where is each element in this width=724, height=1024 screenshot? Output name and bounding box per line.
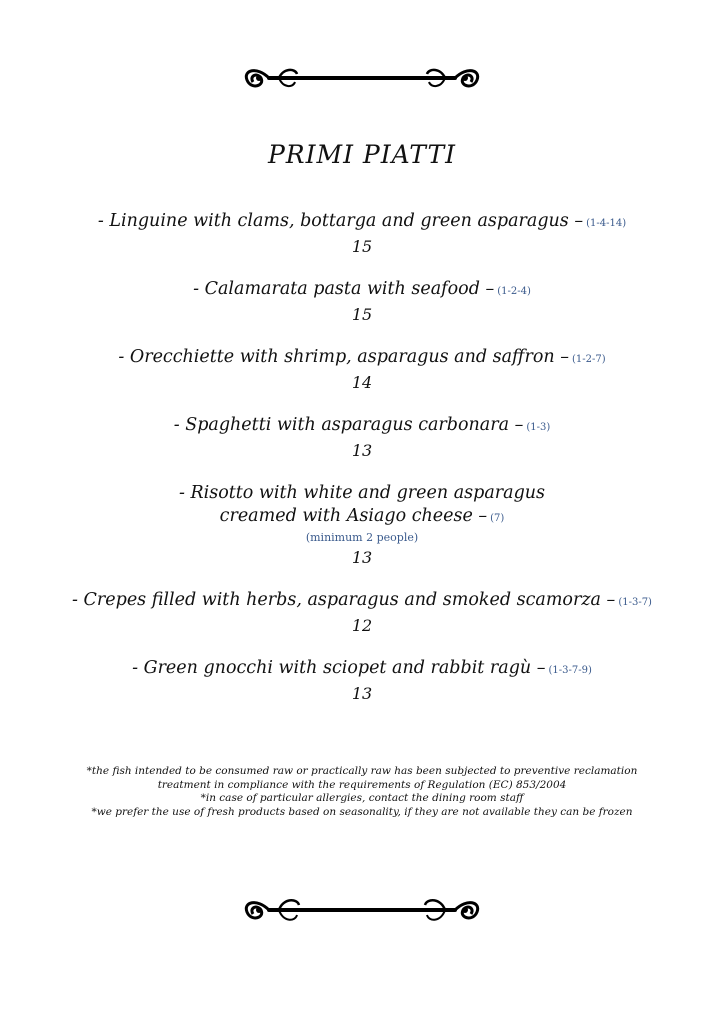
- footnote: *we prefer the use of fresh products based on seasonality, if they are not available they can be frozen: [91, 805, 633, 818]
- footnote: *in case of particular allergies, contact the dining room staff: [200, 792, 524, 804]
- menu-item: [0, 589, 724, 638]
- allergen-codes: (1-3-7): [618, 597, 652, 608]
- dish-line: [0, 414, 724, 439]
- bottom-flourish-divider-icon: [239, 890, 485, 930]
- menu-list: [0, 210, 724, 725]
- dish-name: - Crepes filled with herbs, asparagus and smoked scamorza –: [72, 590, 616, 610]
- dish-line: - Risotto with white and green asparagus: [178, 483, 546, 503]
- menu-item: [0, 414, 724, 463]
- menu-item: [0, 482, 724, 570]
- allergen-codes: (1-3): [526, 422, 551, 433]
- dish-line: [0, 346, 724, 371]
- dish-name: - Calamarata pasta with seafood –: [193, 279, 495, 299]
- page-title: PRIMI PIATTI: [267, 140, 456, 169]
- dish-name: - Spaghetti with asparagus carbonara –: [173, 415, 524, 435]
- dish-name: - Green gnocchi with sciopet and rabbit ragù –: [132, 658, 546, 678]
- allergen-codes: (7): [490, 513, 505, 524]
- allergen-codes: (1-2-7): [571, 354, 606, 365]
- dish-name: - Linguine with clams, bottarga and green asparagus –: [97, 211, 584, 231]
- allergen-codes: (1-3-7-9): [548, 665, 592, 676]
- dish-price: 12: [351, 616, 373, 635]
- menu-item: [0, 210, 724, 259]
- dish-name: - Orecchiette with shrimp, asparagus and saffron –: [118, 347, 569, 367]
- menu-item: [0, 657, 724, 706]
- allergen-codes: (1-2-4): [497, 286, 531, 297]
- dish-price: 14: [351, 373, 373, 392]
- dish-name: creamed with Asiago cheese –: [219, 506, 488, 526]
- dish-price: 13: [351, 684, 373, 703]
- dish-note: (minimum 2 people): [305, 531, 419, 544]
- menu-item: [0, 346, 724, 395]
- dish-line: [0, 505, 724, 530]
- menu-item: [0, 278, 724, 327]
- dish-price: 15: [351, 237, 373, 256]
- allergen-codes: (1-4-14): [586, 218, 627, 229]
- dish-price: 13: [351, 548, 373, 567]
- footnote: treatment in compliance with the requirements of Regulation (EC) 853/2004: [157, 778, 567, 791]
- dish-line: [0, 210, 724, 235]
- dish-line: [0, 589, 724, 614]
- dish-price: 13: [351, 441, 373, 460]
- dish-line: [0, 657, 724, 682]
- top-flourish-divider-icon: [239, 60, 485, 96]
- footnotes: [0, 765, 724, 819]
- dish-line: [0, 278, 724, 303]
- footnote: *the fish intended to be consumed raw or practically raw has been subjected to preventive reclamation: [86, 765, 638, 777]
- dish-price: 15: [351, 305, 373, 324]
